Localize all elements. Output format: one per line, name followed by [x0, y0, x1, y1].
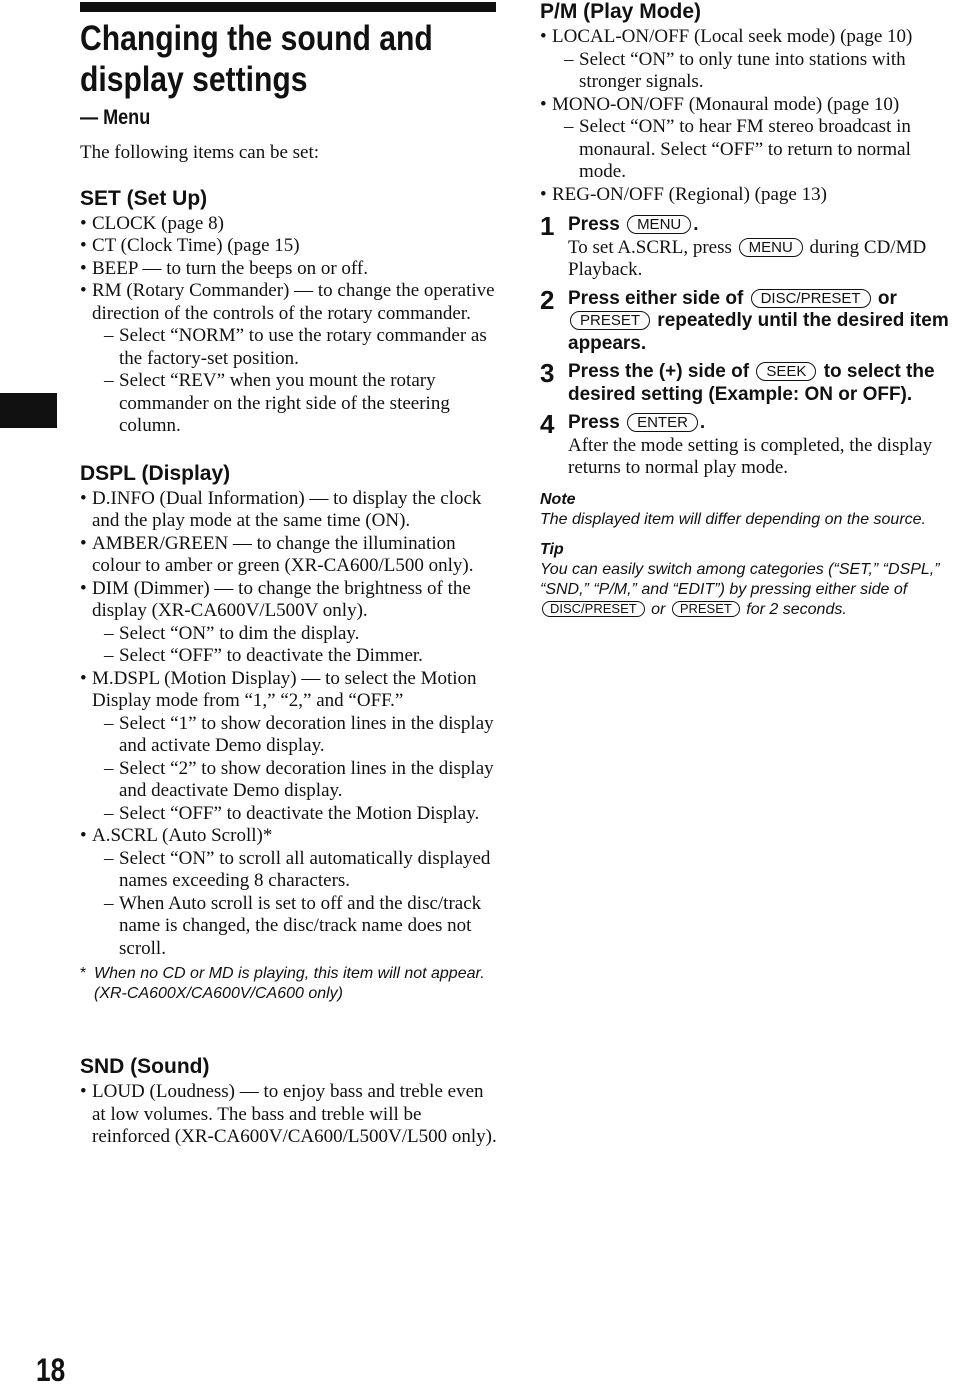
set-item-ct: • CT (Clock Time) (page 15) [80, 235, 498, 258]
pm-item-local-text: LOCAL-ON/OFF (Local seek mode) (page 10) [552, 26, 913, 47]
step-4-number: 4 [540, 409, 555, 439]
pm-item-mono-text: MONO-ON/OFF (Monaural mode) (page 10) [552, 93, 900, 115]
header-rule [80, 2, 496, 12]
step-2-instruction [568, 288, 958, 356]
footnote [80, 964, 498, 1003]
set-section [80, 187, 498, 438]
set-item-rm-text: RM (Rotary Commander) — to change the operative direction of the controls of the rotary commander. [92, 280, 495, 324]
steps-list [540, 211, 958, 480]
set-heading: SET (Set Up) [80, 186, 208, 210]
dspl-item-amber-green: • AMBER/GREEN — to change the illumination colour to amber or green (XR-CA600/L500 only). [80, 533, 498, 578]
dspl-item-mdspl [80, 668, 498, 826]
page-number: 18 [36, 1352, 66, 1388]
dspl-item-ascrl-sub-on: – Select “ON” to scroll all automatically displayed names exceeding 8 characters. [92, 848, 498, 893]
pm-item-mono [540, 94, 958, 184]
dspl-item-mdspl-sub-1: – Select “1” to show decoration lines in the display and activate Demo display. [92, 713, 498, 758]
title-line-2: display settings [80, 60, 308, 99]
snd-list [80, 1081, 498, 1149]
seek-key: SEEK [756, 362, 816, 381]
set-item-clock: • CLOCK (page 8) [80, 213, 498, 236]
dspl-item-ascrl [80, 825, 498, 960]
left-column [80, 18, 498, 1149]
tip-heading: Tip [540, 540, 564, 558]
step-4-text-b: . [699, 412, 706, 433]
footnote-mark: * [80, 965, 87, 982]
tip-text-a: You can easily switch among categories (“SET,” “DSPL,” “SND,” “P/M,” and “EDIT”) by pressing either side of [540, 560, 940, 598]
step-3-text-a: Press the (+) side of [568, 361, 750, 382]
step-1-detail-b: during CD/MD Playback. [568, 236, 927, 280]
snd-section [80, 1055, 498, 1149]
pm-section [540, 0, 958, 206]
tip-block [540, 540, 958, 620]
disc-preset-key: DISC/PRESET [751, 289, 871, 308]
step-1-detail [568, 237, 958, 282]
dspl-item-dim-sub-off: – Select “OFF” to deactivate the Dimmer. [92, 645, 498, 668]
step-3-number: 3 [540, 358, 555, 388]
dspl-item-dim [80, 578, 498, 668]
pm-item-local [540, 26, 958, 94]
note-heading: Note [540, 490, 576, 508]
step-1-text-a: Press [568, 214, 620, 235]
step-4-instruction [568, 412, 958, 435]
menu-key-detail: MENU [739, 238, 803, 257]
step-2-text-c: repeatedly until the desired item appears. [568, 310, 949, 354]
pm-item-mono-sub: – Select “ON” to hear FM stereo broadcast in monaural. Select “OFF” to return to normal mode. [552, 116, 958, 184]
dspl-item-mdspl-sub-2: – Select “2” to show decoration lines in the display and deactivate Demo display. [92, 758, 498, 803]
pm-item-reg: • REG-ON/OFF (Regional) (page 13) [540, 184, 958, 207]
step-1-number: 1 [540, 211, 555, 241]
snd-heading: SND (Sound) [80, 1055, 210, 1078]
dspl-item-dinfo: • D.INFO (Dual Information) — to display the clock and the play mode at the same time (ON). [80, 488, 498, 533]
step-4 [540, 409, 958, 480]
dspl-item-dim-sub-on: – Select “ON” to dim the display. [92, 623, 498, 646]
tip-disc-preset-key: DISC/PRESET [542, 601, 645, 617]
right-column [540, 0, 958, 620]
footnote-text: When no CD or MD is playing, this item will not appear. (XR-CA600X/CA600V/CA600 only) [94, 965, 485, 1002]
dspl-list [80, 488, 498, 961]
dspl-heading: DSPL (Display) [80, 461, 231, 485]
step-2-text-b: or [877, 287, 897, 309]
section-tab-marker [0, 393, 57, 428]
tip-text [540, 560, 958, 620]
step-1-detail-a: To set A.SCRL, press [568, 236, 732, 258]
snd-item-loud: • LOUD (Loudness) — to enjoy bass and treble even at low volumes. The bass and treble will be reinforced (XR-CA600V/CA600/L500V/L500 only). [80, 1081, 498, 1149]
pm-list [540, 26, 958, 206]
tip-preset-key: PRESET [672, 601, 740, 617]
intro-text: The following items can be set: [80, 142, 320, 163]
dspl-item-ascrl-text: A.SCRL (Auto Scroll)* [92, 825, 273, 846]
set-item-beep: • BEEP — to turn the beeps on or off. [80, 258, 498, 281]
dspl-section [80, 462, 498, 1004]
page-subtitle: — Menu [80, 106, 151, 129]
pm-item-local-sub: – Select “ON” to only tune into stations with stronger signals. [552, 49, 958, 94]
step-2-number: 2 [540, 284, 555, 315]
step-3-text-b: to select the desired setting (Example: ON or OFF). [568, 361, 935, 405]
enter-key: ENTER [627, 413, 698, 432]
dspl-item-mdspl-sub-off: – Select “OFF” to deactivate the Motion Display. [92, 803, 498, 826]
step-4-text-a: Press [568, 412, 620, 433]
tip-text-b: or [651, 600, 666, 618]
note-block [540, 490, 958, 530]
step-2-text-a: Press either side of [568, 287, 744, 309]
title-line-1: Changing the sound and [80, 19, 433, 58]
preset-key: PRESET [570, 311, 650, 330]
note-text: The displayed item will differ depending on the source. [540, 510, 926, 528]
step-3-instruction [568, 361, 958, 406]
set-list [80, 213, 498, 438]
dspl-item-dim-text: DIM (Dimmer) — to change the brightness of the display (XR-CA600V/L500V only). [92, 577, 471, 621]
set-item-rm-sub-norm: – Select “NORM” to use the rotary commander as the factory-set position. [92, 325, 498, 370]
step-1-instruction [568, 214, 958, 237]
dspl-item-ascrl-sub-off: – When Auto scroll is set to off and the disc/track name is changed, the disc/track name does not scroll. [92, 893, 498, 961]
tip-text-c: for 2 seconds. [746, 600, 847, 618]
pm-heading: P/M (Play Mode) [540, 0, 702, 23]
step-2 [540, 284, 958, 356]
page-title [80, 18, 510, 100]
step-4-detail: After the mode setting is completed, the display returns to normal play mode. [568, 434, 933, 478]
step-3 [540, 358, 958, 406]
set-item-rm-sub-rev: – Select “REV” when you mount the rotary commander on the right side of the steering column. [92, 370, 498, 438]
step-1-text-b: . [693, 214, 699, 235]
dspl-item-mdspl-text: M.DSPL (Motion Display) — to select the Motion Display mode from “1,” “2,” and “OFF.” [92, 667, 477, 711]
set-item-rm [80, 280, 498, 438]
step-1 [540, 211, 958, 282]
menu-key: MENU [627, 215, 691, 234]
